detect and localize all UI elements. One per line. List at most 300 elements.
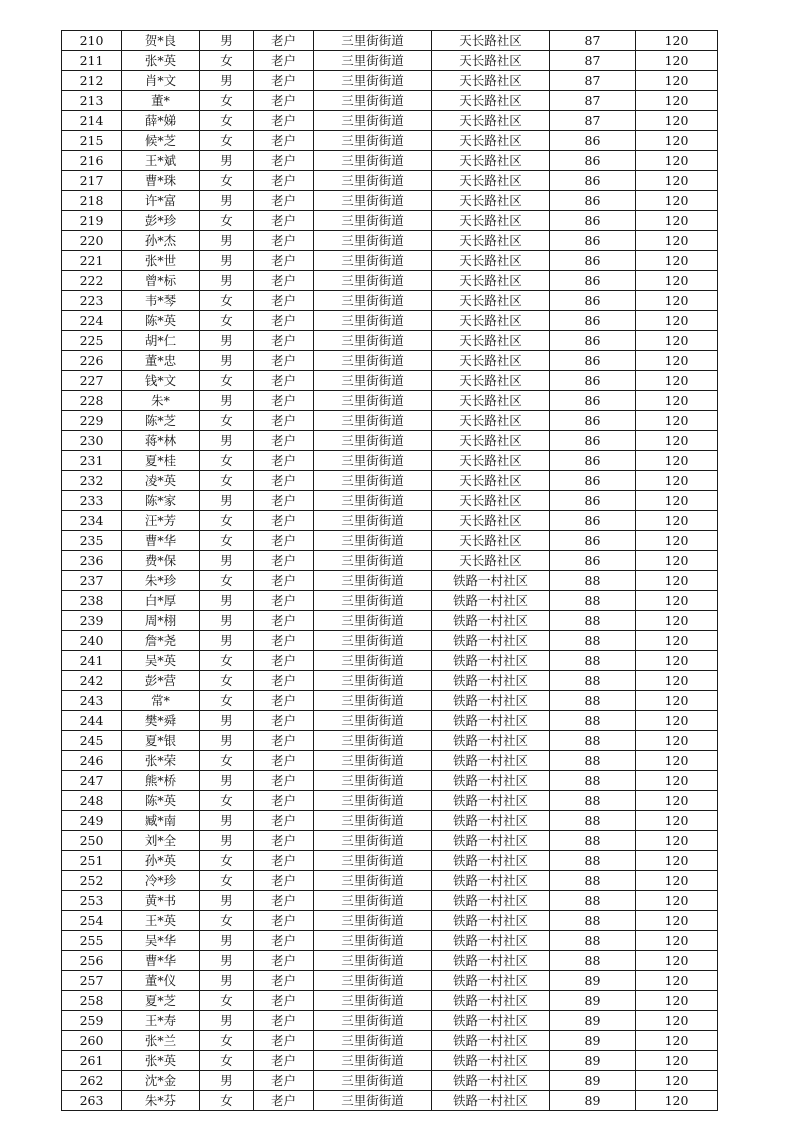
row-number-cell: 234 (62, 511, 122, 531)
community-cell: 天长路社区 (432, 371, 550, 391)
street-cell: 三里街街道 (314, 471, 432, 491)
gender-cell: 女 (200, 111, 254, 131)
community-cell: 铁路一村社区 (432, 991, 550, 1011)
community-cell: 铁路一村社区 (432, 671, 550, 691)
age-cell: 88 (550, 771, 636, 791)
table-row (62, 311, 718, 331)
amount-cell: 120 (636, 451, 718, 471)
gender-cell: 女 (200, 211, 254, 231)
community-cell: 天长路社区 (432, 511, 550, 531)
age-cell: 88 (550, 711, 636, 731)
street-cell: 三里街街道 (314, 651, 432, 671)
table-row (62, 151, 718, 171)
name-cell: 曾*标 (122, 271, 200, 291)
name-cell: 陈*芝 (122, 411, 200, 431)
community-cell: 天长路社区 (432, 171, 550, 191)
community-cell: 天长路社区 (432, 231, 550, 251)
name-cell: 朱*珍 (122, 571, 200, 591)
amount-cell: 120 (636, 651, 718, 671)
community-cell: 天长路社区 (432, 291, 550, 311)
gender-cell: 女 (200, 451, 254, 471)
name-cell: 夏*桂 (122, 451, 200, 471)
community-cell: 铁路一村社区 (432, 611, 550, 631)
amount-cell: 120 (636, 631, 718, 651)
name-cell: 陈*英 (122, 311, 200, 331)
amount-cell: 120 (636, 511, 718, 531)
gender-cell: 女 (200, 171, 254, 191)
age-cell: 86 (550, 171, 636, 191)
row-number-cell: 236 (62, 551, 122, 571)
community-cell: 铁路一村社区 (432, 931, 550, 951)
row-number-cell: 253 (62, 891, 122, 911)
age-cell: 87 (550, 91, 636, 111)
gender-cell: 女 (200, 1091, 254, 1111)
community-cell: 铁路一村社区 (432, 851, 550, 871)
row-number-cell: 247 (62, 771, 122, 791)
street-cell: 三里街街道 (314, 351, 432, 371)
street-cell: 三里街街道 (314, 1051, 432, 1071)
category-cell: 老户 (254, 431, 314, 451)
table-row (62, 531, 718, 551)
row-number-cell: 256 (62, 951, 122, 971)
category-cell: 老户 (254, 251, 314, 271)
amount-cell: 120 (636, 591, 718, 611)
gender-cell: 男 (200, 551, 254, 571)
category-cell: 老户 (254, 831, 314, 851)
category-cell: 老户 (254, 731, 314, 751)
row-number-cell: 223 (62, 291, 122, 311)
row-number-cell: 237 (62, 571, 122, 591)
community-cell: 天长路社区 (432, 31, 550, 51)
community-cell: 天长路社区 (432, 331, 550, 351)
street-cell: 三里街街道 (314, 631, 432, 651)
street-cell: 三里街街道 (314, 231, 432, 251)
row-number-cell: 212 (62, 71, 122, 91)
table-row (62, 171, 718, 191)
community-cell: 铁路一村社区 (432, 1091, 550, 1111)
amount-cell: 120 (636, 1011, 718, 1031)
row-number-cell: 213 (62, 91, 122, 111)
amount-cell: 120 (636, 611, 718, 631)
name-cell: 胡*仁 (122, 331, 200, 351)
name-cell: 夏*银 (122, 731, 200, 751)
table-row (62, 51, 718, 71)
category-cell: 老户 (254, 971, 314, 991)
category-cell: 老户 (254, 571, 314, 591)
amount-cell: 120 (636, 571, 718, 591)
age-cell: 86 (550, 491, 636, 511)
community-cell: 铁路一村社区 (432, 751, 550, 771)
name-cell: 钱*文 (122, 371, 200, 391)
community-cell: 天长路社区 (432, 131, 550, 151)
table-row (62, 91, 718, 111)
name-cell: 汪*芳 (122, 511, 200, 531)
street-cell: 三里街街道 (314, 731, 432, 751)
row-number-cell: 241 (62, 651, 122, 671)
table-row (62, 1051, 718, 1071)
table-row (62, 211, 718, 231)
gender-cell: 女 (200, 991, 254, 1011)
street-cell: 三里街街道 (314, 91, 432, 111)
name-cell: 陈*英 (122, 791, 200, 811)
table-row (62, 991, 718, 1011)
gender-cell: 男 (200, 1011, 254, 1031)
category-cell: 老户 (254, 171, 314, 191)
name-cell: 贺*良 (122, 31, 200, 51)
table-row (62, 611, 718, 631)
records-table (61, 30, 718, 1111)
category-cell: 老户 (254, 591, 314, 611)
amount-cell: 120 (636, 471, 718, 491)
name-cell: 曹*华 (122, 531, 200, 551)
table-row (62, 551, 718, 571)
name-cell: 吴*华 (122, 931, 200, 951)
age-cell: 88 (550, 651, 636, 671)
amount-cell: 120 (636, 431, 718, 451)
category-cell: 老户 (254, 771, 314, 791)
gender-cell: 男 (200, 631, 254, 651)
row-number-cell: 240 (62, 631, 122, 651)
street-cell: 三里街街道 (314, 751, 432, 771)
row-number-cell: 219 (62, 211, 122, 231)
name-cell: 熊*桥 (122, 771, 200, 791)
community-cell: 天长路社区 (432, 251, 550, 271)
category-cell: 老户 (254, 1071, 314, 1091)
amount-cell: 120 (636, 171, 718, 191)
street-cell: 三里街街道 (314, 791, 432, 811)
community-cell: 铁路一村社区 (432, 971, 550, 991)
table-row (62, 431, 718, 451)
age-cell: 86 (550, 151, 636, 171)
category-cell: 老户 (254, 671, 314, 691)
category-cell: 老户 (254, 651, 314, 671)
name-cell: 黄*书 (122, 891, 200, 911)
table-row (62, 791, 718, 811)
street-cell: 三里街街道 (314, 971, 432, 991)
gender-cell: 女 (200, 671, 254, 691)
table-row (62, 771, 718, 791)
category-cell: 老户 (254, 151, 314, 171)
category-cell: 老户 (254, 871, 314, 891)
street-cell: 三里街街道 (314, 51, 432, 71)
age-cell: 86 (550, 331, 636, 351)
row-number-cell: 227 (62, 371, 122, 391)
name-cell: 孙*杰 (122, 231, 200, 251)
gender-cell: 男 (200, 391, 254, 411)
street-cell: 三里街街道 (314, 111, 432, 131)
category-cell: 老户 (254, 991, 314, 1011)
street-cell: 三里街街道 (314, 131, 432, 151)
name-cell: 朱* (122, 391, 200, 411)
table-row (62, 671, 718, 691)
row-number-cell: 257 (62, 971, 122, 991)
street-cell: 三里街街道 (314, 311, 432, 331)
gender-cell: 男 (200, 711, 254, 731)
gender-cell: 男 (200, 811, 254, 831)
category-cell: 老户 (254, 451, 314, 471)
age-cell: 88 (550, 831, 636, 851)
amount-cell: 120 (636, 551, 718, 571)
amount-cell: 120 (636, 711, 718, 731)
amount-cell: 120 (636, 771, 718, 791)
gender-cell: 男 (200, 331, 254, 351)
category-cell: 老户 (254, 1051, 314, 1071)
age-cell: 88 (550, 631, 636, 651)
table-row (62, 871, 718, 891)
category-cell: 老户 (254, 911, 314, 931)
street-cell: 三里街街道 (314, 611, 432, 631)
row-number-cell: 248 (62, 791, 122, 811)
name-cell: 白*厚 (122, 591, 200, 611)
row-number-cell: 224 (62, 311, 122, 331)
age-cell: 87 (550, 111, 636, 131)
category-cell: 老户 (254, 891, 314, 911)
amount-cell: 120 (636, 811, 718, 831)
name-cell: 吴*英 (122, 651, 200, 671)
table-row (62, 1031, 718, 1051)
name-cell: 彭*营 (122, 671, 200, 691)
category-cell: 老户 (254, 71, 314, 91)
name-cell: 费*保 (122, 551, 200, 571)
name-cell: 曹*珠 (122, 171, 200, 191)
gender-cell: 女 (200, 51, 254, 71)
row-number-cell: 217 (62, 171, 122, 191)
row-number-cell: 242 (62, 671, 122, 691)
street-cell: 三里街街道 (314, 391, 432, 411)
category-cell: 老户 (254, 311, 314, 331)
name-cell: 周*栩 (122, 611, 200, 631)
age-cell: 89 (550, 1031, 636, 1051)
community-cell: 铁路一村社区 (432, 871, 550, 891)
community-cell: 铁路一村社区 (432, 1051, 550, 1071)
category-cell: 老户 (254, 691, 314, 711)
community-cell: 铁路一村社区 (432, 711, 550, 731)
community-cell: 天长路社区 (432, 471, 550, 491)
gender-cell: 男 (200, 71, 254, 91)
community-cell: 铁路一村社区 (432, 591, 550, 611)
age-cell: 86 (550, 551, 636, 571)
name-cell: 韦*琴 (122, 291, 200, 311)
age-cell: 89 (550, 1091, 636, 1111)
row-number-cell: 239 (62, 611, 122, 631)
street-cell: 三里街街道 (314, 931, 432, 951)
community-cell: 天长路社区 (432, 411, 550, 431)
row-number-cell: 252 (62, 871, 122, 891)
amount-cell: 120 (636, 751, 718, 771)
table-row (62, 411, 718, 431)
community-cell: 天长路社区 (432, 111, 550, 131)
gender-cell: 女 (200, 871, 254, 891)
table-row (62, 931, 718, 951)
age-cell: 86 (550, 231, 636, 251)
row-number-cell: 230 (62, 431, 122, 451)
street-cell: 三里街街道 (314, 211, 432, 231)
table-row (62, 751, 718, 771)
gender-cell: 男 (200, 951, 254, 971)
age-cell: 88 (550, 871, 636, 891)
table-row (62, 591, 718, 611)
row-number-cell: 222 (62, 271, 122, 291)
amount-cell: 120 (636, 851, 718, 871)
name-cell: 孙*英 (122, 851, 200, 871)
gender-cell: 男 (200, 151, 254, 171)
gender-cell: 男 (200, 191, 254, 211)
amount-cell: 120 (636, 151, 718, 171)
community-cell: 铁路一村社区 (432, 571, 550, 591)
category-cell: 老户 (254, 191, 314, 211)
street-cell: 三里街街道 (314, 851, 432, 871)
community-cell: 天长路社区 (432, 351, 550, 371)
row-number-cell: 260 (62, 1031, 122, 1051)
street-cell: 三里街街道 (314, 491, 432, 511)
amount-cell: 120 (636, 871, 718, 891)
category-cell: 老户 (254, 371, 314, 391)
amount-cell: 120 (636, 491, 718, 511)
table-row (62, 851, 718, 871)
street-cell: 三里街街道 (314, 1091, 432, 1111)
community-cell: 天长路社区 (432, 51, 550, 71)
amount-cell: 120 (636, 111, 718, 131)
row-number-cell: 225 (62, 331, 122, 351)
gender-cell: 男 (200, 251, 254, 271)
category-cell: 老户 (254, 531, 314, 551)
age-cell: 88 (550, 851, 636, 871)
row-number-cell: 263 (62, 1091, 122, 1111)
community-cell: 天长路社区 (432, 211, 550, 231)
age-cell: 87 (550, 71, 636, 91)
amount-cell: 120 (636, 791, 718, 811)
street-cell: 三里街街道 (314, 331, 432, 351)
row-number-cell: 243 (62, 691, 122, 711)
community-cell: 天长路社区 (432, 391, 550, 411)
name-cell: 蒋*林 (122, 431, 200, 451)
age-cell: 88 (550, 931, 636, 951)
category-cell: 老户 (254, 91, 314, 111)
amount-cell: 120 (636, 211, 718, 231)
category-cell: 老户 (254, 751, 314, 771)
age-cell: 86 (550, 131, 636, 151)
age-cell: 86 (550, 251, 636, 271)
gender-cell: 女 (200, 411, 254, 431)
community-cell: 铁路一村社区 (432, 691, 550, 711)
category-cell: 老户 (254, 271, 314, 291)
table-row (62, 451, 718, 471)
category-cell: 老户 (254, 1031, 314, 1051)
name-cell: 张*英 (122, 51, 200, 71)
row-number-cell: 215 (62, 131, 122, 151)
table-row (62, 1071, 718, 1091)
street-cell: 三里街街道 (314, 831, 432, 851)
row-number-cell: 258 (62, 991, 122, 1011)
street-cell: 三里街街道 (314, 251, 432, 271)
row-number-cell: 232 (62, 471, 122, 491)
age-cell: 88 (550, 751, 636, 771)
amount-cell: 120 (636, 231, 718, 251)
name-cell: 沈*金 (122, 1071, 200, 1091)
row-number-cell: 231 (62, 451, 122, 471)
amount-cell: 120 (636, 351, 718, 371)
gender-cell: 女 (200, 311, 254, 331)
gender-cell: 女 (200, 651, 254, 671)
age-cell: 87 (550, 31, 636, 51)
community-cell: 天长路社区 (432, 191, 550, 211)
age-cell: 86 (550, 351, 636, 371)
age-cell: 88 (550, 911, 636, 931)
table-row (62, 651, 718, 671)
category-cell: 老户 (254, 511, 314, 531)
age-cell: 86 (550, 391, 636, 411)
table-row (62, 471, 718, 491)
records-table-body (62, 31, 718, 1111)
age-cell: 86 (550, 411, 636, 431)
amount-cell: 120 (636, 891, 718, 911)
amount-cell: 120 (636, 131, 718, 151)
table-row (62, 711, 718, 731)
street-cell: 三里街街道 (314, 771, 432, 791)
table-row (62, 571, 718, 591)
category-cell: 老户 (254, 111, 314, 131)
row-number-cell: 229 (62, 411, 122, 431)
table-row (62, 331, 718, 351)
street-cell: 三里街街道 (314, 31, 432, 51)
street-cell: 三里街街道 (314, 591, 432, 611)
amount-cell: 120 (636, 411, 718, 431)
community-cell: 铁路一村社区 (432, 811, 550, 831)
amount-cell: 120 (636, 971, 718, 991)
street-cell: 三里街街道 (314, 571, 432, 591)
amount-cell: 120 (636, 831, 718, 851)
age-cell: 86 (550, 291, 636, 311)
row-number-cell: 235 (62, 531, 122, 551)
row-number-cell: 250 (62, 831, 122, 851)
table-row (62, 1091, 718, 1111)
amount-cell: 120 (636, 71, 718, 91)
amount-cell: 120 (636, 271, 718, 291)
name-cell: 夏*芝 (122, 991, 200, 1011)
age-cell: 86 (550, 431, 636, 451)
category-cell: 老户 (254, 931, 314, 951)
table-row (62, 951, 718, 971)
name-cell: 薛*娣 (122, 111, 200, 131)
street-cell: 三里街街道 (314, 151, 432, 171)
age-cell: 88 (550, 591, 636, 611)
category-cell: 老户 (254, 811, 314, 831)
street-cell: 三里街街道 (314, 711, 432, 731)
amount-cell: 120 (636, 31, 718, 51)
gender-cell: 男 (200, 431, 254, 451)
street-cell: 三里街街道 (314, 891, 432, 911)
table-row (62, 191, 718, 211)
age-cell: 89 (550, 1071, 636, 1091)
table-row (62, 911, 718, 931)
name-cell: 张*荣 (122, 751, 200, 771)
age-cell: 89 (550, 1051, 636, 1071)
category-cell: 老户 (254, 411, 314, 431)
gender-cell: 男 (200, 491, 254, 511)
street-cell: 三里街街道 (314, 691, 432, 711)
category-cell: 老户 (254, 711, 314, 731)
amount-cell: 120 (636, 91, 718, 111)
amount-cell: 120 (636, 991, 718, 1011)
table-row (62, 131, 718, 151)
street-cell: 三里街街道 (314, 191, 432, 211)
category-cell: 老户 (254, 231, 314, 251)
street-cell: 三里街街道 (314, 671, 432, 691)
table-row (62, 371, 718, 391)
street-cell: 三里街街道 (314, 551, 432, 571)
table-row (62, 231, 718, 251)
street-cell: 三里街街道 (314, 271, 432, 291)
